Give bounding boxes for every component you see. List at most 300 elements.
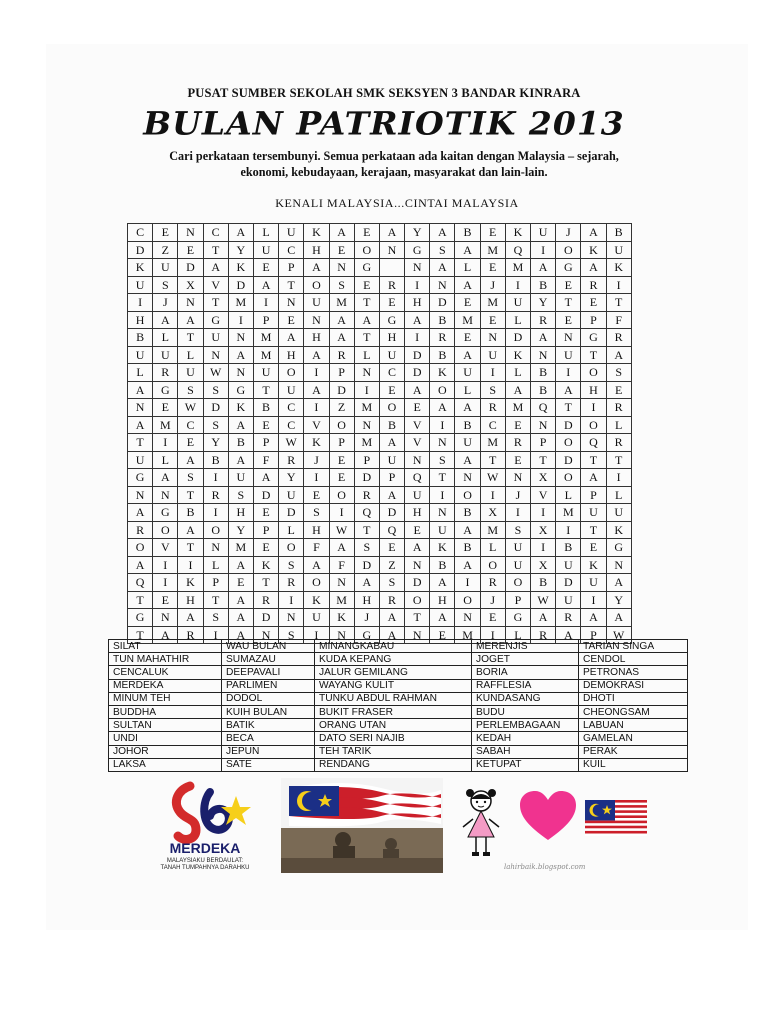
grid-cell[interactable]: T [203,591,228,609]
grid-cell[interactable]: P [581,311,606,329]
grid-cell[interactable]: R [153,364,178,382]
grid-cell[interactable]: E [178,241,203,259]
grid-cell[interactable]: U [128,276,153,294]
grid-cell[interactable]: L [505,311,530,329]
grid-cell[interactable]: E [253,416,278,434]
grid-cell[interactable]: P [379,469,404,487]
grid-cell[interactable]: A [379,486,404,504]
grid-cell[interactable]: N [430,276,455,294]
grid-cell[interactable]: A [430,224,455,242]
grid-cell[interactable]: S [203,381,228,399]
grid-cell[interactable]: I [304,364,329,382]
grid-cell[interactable]: N [329,574,354,592]
grid-cell[interactable]: A [329,311,354,329]
grid-cell[interactable]: S [480,381,505,399]
grid-cell[interactable]: B [430,346,455,364]
grid-cell[interactable]: D [203,399,228,417]
grid-cell[interactable]: A [253,469,278,487]
grid-cell[interactable]: P [203,574,228,592]
grid-cell[interactable]: N [304,311,329,329]
grid-cell[interactable]: W [480,469,505,487]
grid-cell[interactable]: I [556,364,581,382]
grid-cell[interactable]: A [128,504,153,522]
grid-cell[interactable]: I [606,276,631,294]
grid-cell[interactable]: I [581,399,606,417]
grid-cell[interactable]: L [354,346,379,364]
grid-cell[interactable]: A [228,451,253,469]
grid-cell[interactable]: S [430,241,455,259]
grid-cell[interactable]: I [203,469,228,487]
grid-cell[interactable]: U [606,241,631,259]
grid-cell[interactable]: I [153,434,178,452]
grid-cell[interactable]: D [505,329,530,347]
grid-cell[interactable]: S [606,364,631,382]
grid-cell[interactable]: S [178,469,203,487]
grid-cell[interactable]: I [405,276,430,294]
grid-cell[interactable]: A [531,329,556,347]
grid-cell[interactable]: S [354,539,379,557]
grid-cell[interactable]: P [505,591,530,609]
grid-cell[interactable]: A [455,241,480,259]
grid-cell[interactable]: B [455,224,480,242]
grid-cell[interactable]: U [279,224,304,242]
grid-cell[interactable]: J [153,294,178,312]
grid-cell[interactable]: R [329,346,354,364]
grid-cell[interactable]: B [531,276,556,294]
grid-cell[interactable]: L [153,329,178,347]
grid-cell[interactable]: E [329,451,354,469]
grid-cell[interactable]: R [354,486,379,504]
grid-cell[interactable]: B [531,364,556,382]
grid-cell[interactable]: K [606,521,631,539]
grid-cell[interactable]: A [279,329,304,347]
grid-cell[interactable]: I [531,539,556,557]
grid-cell[interactable]: L [505,364,530,382]
grid-cell[interactable]: O [329,416,354,434]
grid-cell[interactable]: U [581,574,606,592]
grid-cell[interactable]: L [253,224,278,242]
grid-cell[interactable]: K [228,259,253,277]
grid-cell[interactable]: T [253,381,278,399]
grid-cell[interactable]: Q [128,574,153,592]
grid-cell[interactable]: H [581,381,606,399]
grid-cell[interactable]: G [405,241,430,259]
grid-cell[interactable]: E [430,626,455,644]
grid-cell[interactable]: D [405,574,430,592]
grid-cell[interactable]: O [581,364,606,382]
grid-cell[interactable]: K [128,259,153,277]
grid-cell[interactable]: A [178,609,203,627]
grid-cell[interactable]: U [480,346,505,364]
grid-cell[interactable]: I [556,521,581,539]
grid-cell[interactable]: W [178,399,203,417]
grid-cell[interactable]: I [531,504,556,522]
grid-cell[interactable]: S [505,521,530,539]
grid-cell[interactable]: E [178,434,203,452]
grid-cell[interactable]: T [203,294,228,312]
grid-cell[interactable]: O [430,381,455,399]
grid-cell[interactable]: I [128,294,153,312]
grid-cell[interactable]: E [505,416,530,434]
grid-cell[interactable]: V [203,276,228,294]
grid-cell[interactable]: A [304,259,329,277]
grid-cell[interactable]: E [253,259,278,277]
grid-cell[interactable]: I [153,574,178,592]
grid-cell[interactable]: A [455,399,480,417]
grid-cell[interactable]: U [581,504,606,522]
grid-cell[interactable]: G [128,609,153,627]
grid-cell[interactable]: N [606,556,631,574]
grid-cell[interactable]: N [405,556,430,574]
grid-cell[interactable]: U [153,346,178,364]
grid-cell[interactable]: H [354,591,379,609]
grid-cell[interactable]: N [405,451,430,469]
grid-cell[interactable]: N [505,469,530,487]
grid-cell[interactable]: T [354,521,379,539]
grid-cell[interactable]: A [455,346,480,364]
grid-cell[interactable]: T [178,539,203,557]
grid-cell[interactable]: E [556,311,581,329]
grid-cell[interactable]: N [178,294,203,312]
grid-cell[interactable]: A [304,381,329,399]
grid-cell[interactable]: G [203,311,228,329]
grid-cell[interactable]: T [405,609,430,627]
grid-cell[interactable]: N [430,504,455,522]
grid-cell[interactable]: A [153,469,178,487]
grid-cell[interactable]: U [430,521,455,539]
grid-cell[interactable]: Q [379,521,404,539]
grid-cell[interactable]: N [379,241,404,259]
grid-cell[interactable]: W [606,626,631,644]
grid-cell[interactable]: D [379,504,404,522]
grid-cell[interactable]: E [405,399,430,417]
grid-cell[interactable]: A [379,626,404,644]
grid-cell[interactable]: N [279,294,304,312]
grid-cell[interactable]: M [228,294,253,312]
grid-cell[interactable]: T [606,294,631,312]
grid-cell[interactable]: D [279,504,304,522]
grid-cell[interactable]: K [581,556,606,574]
grid-cell[interactable]: I [304,469,329,487]
grid-cell[interactable]: R [606,399,631,417]
grid-cell[interactable]: E [253,504,278,522]
grid-cell[interactable]: O [505,574,530,592]
grid-cell[interactable]: A [505,381,530,399]
grid-cell[interactable]: V [153,539,178,557]
grid-cell[interactable]: R [128,521,153,539]
grid-cell[interactable]: Z [379,556,404,574]
grid-cell[interactable]: H [430,591,455,609]
grid-cell[interactable]: I [480,626,505,644]
grid-cell[interactable]: U [128,451,153,469]
grid-cell[interactable]: I [531,241,556,259]
grid-cell[interactable]: A [531,259,556,277]
grid-cell[interactable]: K [304,434,329,452]
grid-cell[interactable]: S [228,486,253,504]
grid-cell[interactable]: A [228,626,253,644]
grid-cell[interactable]: R [279,574,304,592]
grid-cell[interactable]: T [128,434,153,452]
grid-cell[interactable]: Q [505,241,530,259]
grid-cell[interactable]: E [606,381,631,399]
grid-cell[interactable]: W [203,364,228,382]
grid-cell[interactable]: I [606,469,631,487]
grid-cell[interactable]: A [228,556,253,574]
grid-cell[interactable]: U [253,364,278,382]
grid-cell[interactable]: K [505,224,530,242]
grid-cell[interactable]: L [606,486,631,504]
grid-cell[interactable]: V [405,434,430,452]
grid-cell[interactable]: A [455,556,480,574]
grid-cell[interactable]: N [405,626,430,644]
grid-cell[interactable]: D [253,609,278,627]
grid-cell[interactable]: K [430,539,455,557]
grid-cell[interactable]: D [405,346,430,364]
grid-cell[interactable]: G [581,329,606,347]
grid-cell[interactable]: J [354,609,379,627]
grid-cell[interactable]: M [480,521,505,539]
grid-cell[interactable]: T [178,329,203,347]
grid-cell[interactable]: A [405,311,430,329]
grid-cell[interactable]: D [556,451,581,469]
grid-cell[interactable]: O [455,486,480,504]
grid-cell[interactable]: J [505,486,530,504]
grid-cell[interactable]: L [606,416,631,434]
grid-cell[interactable]: U [279,381,304,399]
grid-cell[interactable]: X [531,521,556,539]
grid-cell[interactable]: O [203,521,228,539]
grid-cell[interactable]: O [556,469,581,487]
grid-cell[interactable]: B [556,539,581,557]
grid-cell[interactable]: I [279,591,304,609]
grid-cell[interactable]: I [455,574,480,592]
grid-cell[interactable]: N [455,609,480,627]
grid-cell[interactable]: X [531,556,556,574]
grid-cell[interactable]: A [581,469,606,487]
grid-cell[interactable]: L [505,626,530,644]
grid-cell[interactable]: A [531,609,556,627]
grid-cell[interactable]: I [405,329,430,347]
grid-cell[interactable]: D [178,259,203,277]
grid-cell[interactable]: M [228,539,253,557]
grid-cell[interactable]: G [505,609,530,627]
grid-cell[interactable]: D [405,364,430,382]
grid-cell[interactable]: C [178,416,203,434]
grid-cell[interactable]: N [279,609,304,627]
grid-cell[interactable]: R [253,591,278,609]
grid-cell[interactable]: E [329,241,354,259]
grid-cell[interactable]: N [354,364,379,382]
grid-cell[interactable]: O [304,276,329,294]
grid-cell[interactable]: S [203,609,228,627]
grid-cell[interactable]: R [480,574,505,592]
grid-cell[interactable]: M [455,626,480,644]
grid-cell[interactable]: I [253,294,278,312]
grid-cell[interactable]: B [203,451,228,469]
grid-cell[interactable]: A [228,224,253,242]
grid-cell[interactable]: E [455,294,480,312]
grid-cell[interactable]: T [556,399,581,417]
grid-cell[interactable]: W [329,521,354,539]
grid-cell[interactable]: Y [405,224,430,242]
grid-cell[interactable]: I [203,504,228,522]
grid-cell[interactable]: M [253,346,278,364]
grid-cell[interactable]: M [480,434,505,452]
grid-cell[interactable]: I [329,504,354,522]
grid-cell[interactable]: E [379,294,404,312]
grid-cell[interactable]: E [379,381,404,399]
grid-cell[interactable]: N [203,346,228,364]
grid-cell[interactable]: Y [228,241,253,259]
grid-cell[interactable]: O [556,241,581,259]
grid-cell[interactable]: T [581,451,606,469]
grid-cell[interactable]: F [253,451,278,469]
grid-cell[interactable]: V [304,416,329,434]
grid-cell[interactable]: X [480,504,505,522]
grid-cell[interactable]: M [354,434,379,452]
grid-cell[interactable]: A [228,416,253,434]
grid-cell[interactable]: A [329,224,354,242]
grid-cell[interactable]: E [153,591,178,609]
grid-cell[interactable]: L [153,451,178,469]
grid-cell[interactable]: Z [329,399,354,417]
grid-cell[interactable]: A [405,539,430,557]
grid-cell[interactable]: R [581,276,606,294]
grid-cell[interactable]: J [304,451,329,469]
grid-cell[interactable]: A [228,609,253,627]
grid-cell[interactable]: G [606,539,631,557]
grid-cell[interactable]: K [253,556,278,574]
grid-cell[interactable]: D [128,241,153,259]
grid-cell[interactable]: T [430,469,455,487]
grid-cell[interactable]: A [379,224,404,242]
grid-cell[interactable]: N [153,486,178,504]
grid-cell[interactable]: U [203,329,228,347]
grid-cell[interactable]: U [304,294,329,312]
grid-cell[interactable]: M [329,294,354,312]
grid-cell[interactable]: N [455,469,480,487]
grid-cell[interactable]: U [556,346,581,364]
grid-cell[interactable]: H [178,591,203,609]
grid-cell[interactable]: A [581,609,606,627]
grid-cell[interactable]: H [405,504,430,522]
grid-cell[interactable]: N [405,259,430,277]
grid-cell[interactable]: T [606,451,631,469]
grid-cell[interactable]: E [153,224,178,242]
grid-cell[interactable]: E [304,486,329,504]
grid-cell[interactable]: W [531,591,556,609]
grid-cell[interactable]: U [531,224,556,242]
grid-cell[interactable]: A [178,521,203,539]
grid-cell[interactable]: B [455,539,480,557]
grid-cell[interactable]: U [556,591,581,609]
grid-cell[interactable]: N [228,329,253,347]
grid-cell[interactable]: B [531,381,556,399]
grid-cell[interactable]: G [228,381,253,399]
grid-cell[interactable]: O [405,591,430,609]
grid-cell[interactable]: S [304,504,329,522]
grid-cell[interactable]: U [379,451,404,469]
grid-cell[interactable]: P [253,434,278,452]
grid-cell[interactable]: Q [531,399,556,417]
grid-cell[interactable]: T [128,591,153,609]
grid-cell[interactable]: Q [581,434,606,452]
grid-cell[interactable]: O [128,539,153,557]
grid-cell[interactable]: V [405,416,430,434]
grid-cell[interactable]: E [405,521,430,539]
grid-cell[interactable]: A [304,556,329,574]
grid-cell[interactable]: H [379,329,404,347]
grid-cell[interactable]: N [354,416,379,434]
grid-cell[interactable]: R [203,486,228,504]
grid-cell[interactable]: T [279,276,304,294]
grid-cell[interactable]: U [505,556,530,574]
grid-cell[interactable]: E [505,451,530,469]
grid-cell[interactable]: A [304,346,329,364]
grid-cell[interactable]: C [480,416,505,434]
grid-cell[interactable]: E [228,574,253,592]
grid-cell[interactable]: A [430,609,455,627]
grid-cell[interactable]: N [531,346,556,364]
grid-cell[interactable]: U [304,609,329,627]
grid-cell[interactable]: U [128,346,153,364]
grid-cell[interactable]: L [128,364,153,382]
grid-cell[interactable]: J [480,591,505,609]
grid-cell[interactable]: R [531,311,556,329]
grid-cell[interactable]: E [480,224,505,242]
grid-cell[interactable]: A [253,276,278,294]
grid-cell[interactable]: L [455,381,480,399]
grid-cell[interactable]: I [228,311,253,329]
grid-cell[interactable]: A [128,381,153,399]
grid-cell[interactable]: G [128,469,153,487]
grid-cell[interactable]: S [379,574,404,592]
grid-cell[interactable]: U [505,294,530,312]
grid-cell[interactable]: A [556,626,581,644]
grid-cell[interactable]: E [379,539,404,557]
grid-cell[interactable]: P [531,434,556,452]
grid-cell[interactable]: C [379,364,404,382]
grid-cell[interactable]: Z [153,241,178,259]
grid-cell[interactable]: P [253,521,278,539]
grid-cell[interactable]: P [581,626,606,644]
grid-cell[interactable]: M [455,311,480,329]
grid-cell[interactable]: H [304,329,329,347]
grid-cell[interactable]: N [128,399,153,417]
grid-cell[interactable]: E [253,539,278,557]
grid-cell[interactable]: B [531,574,556,592]
grid-cell[interactable]: A [153,626,178,644]
grid-cell[interactable]: N [531,416,556,434]
grid-cell[interactable]: U [253,241,278,259]
grid-cell[interactable]: A [153,311,178,329]
grid-cell[interactable]: A [379,609,404,627]
grid-cell[interactable]: R [279,451,304,469]
grid-cell[interactable]: G [354,626,379,644]
grid-cell[interactable]: P [253,311,278,329]
grid-cell[interactable]: K [329,609,354,627]
grid-cell[interactable]: A [430,259,455,277]
grid-cell[interactable]: N [153,609,178,627]
grid-cell[interactable]: A [581,259,606,277]
grid-cell[interactable]: P [329,364,354,382]
grid-cell[interactable]: Q [405,469,430,487]
grid-cell[interactable]: A [430,574,455,592]
grid-cell[interactable]: Y [606,591,631,609]
grid-cell[interactable]: D [253,486,278,504]
grid-cell[interactable]: C [279,241,304,259]
grid-cell[interactable]: N [253,626,278,644]
